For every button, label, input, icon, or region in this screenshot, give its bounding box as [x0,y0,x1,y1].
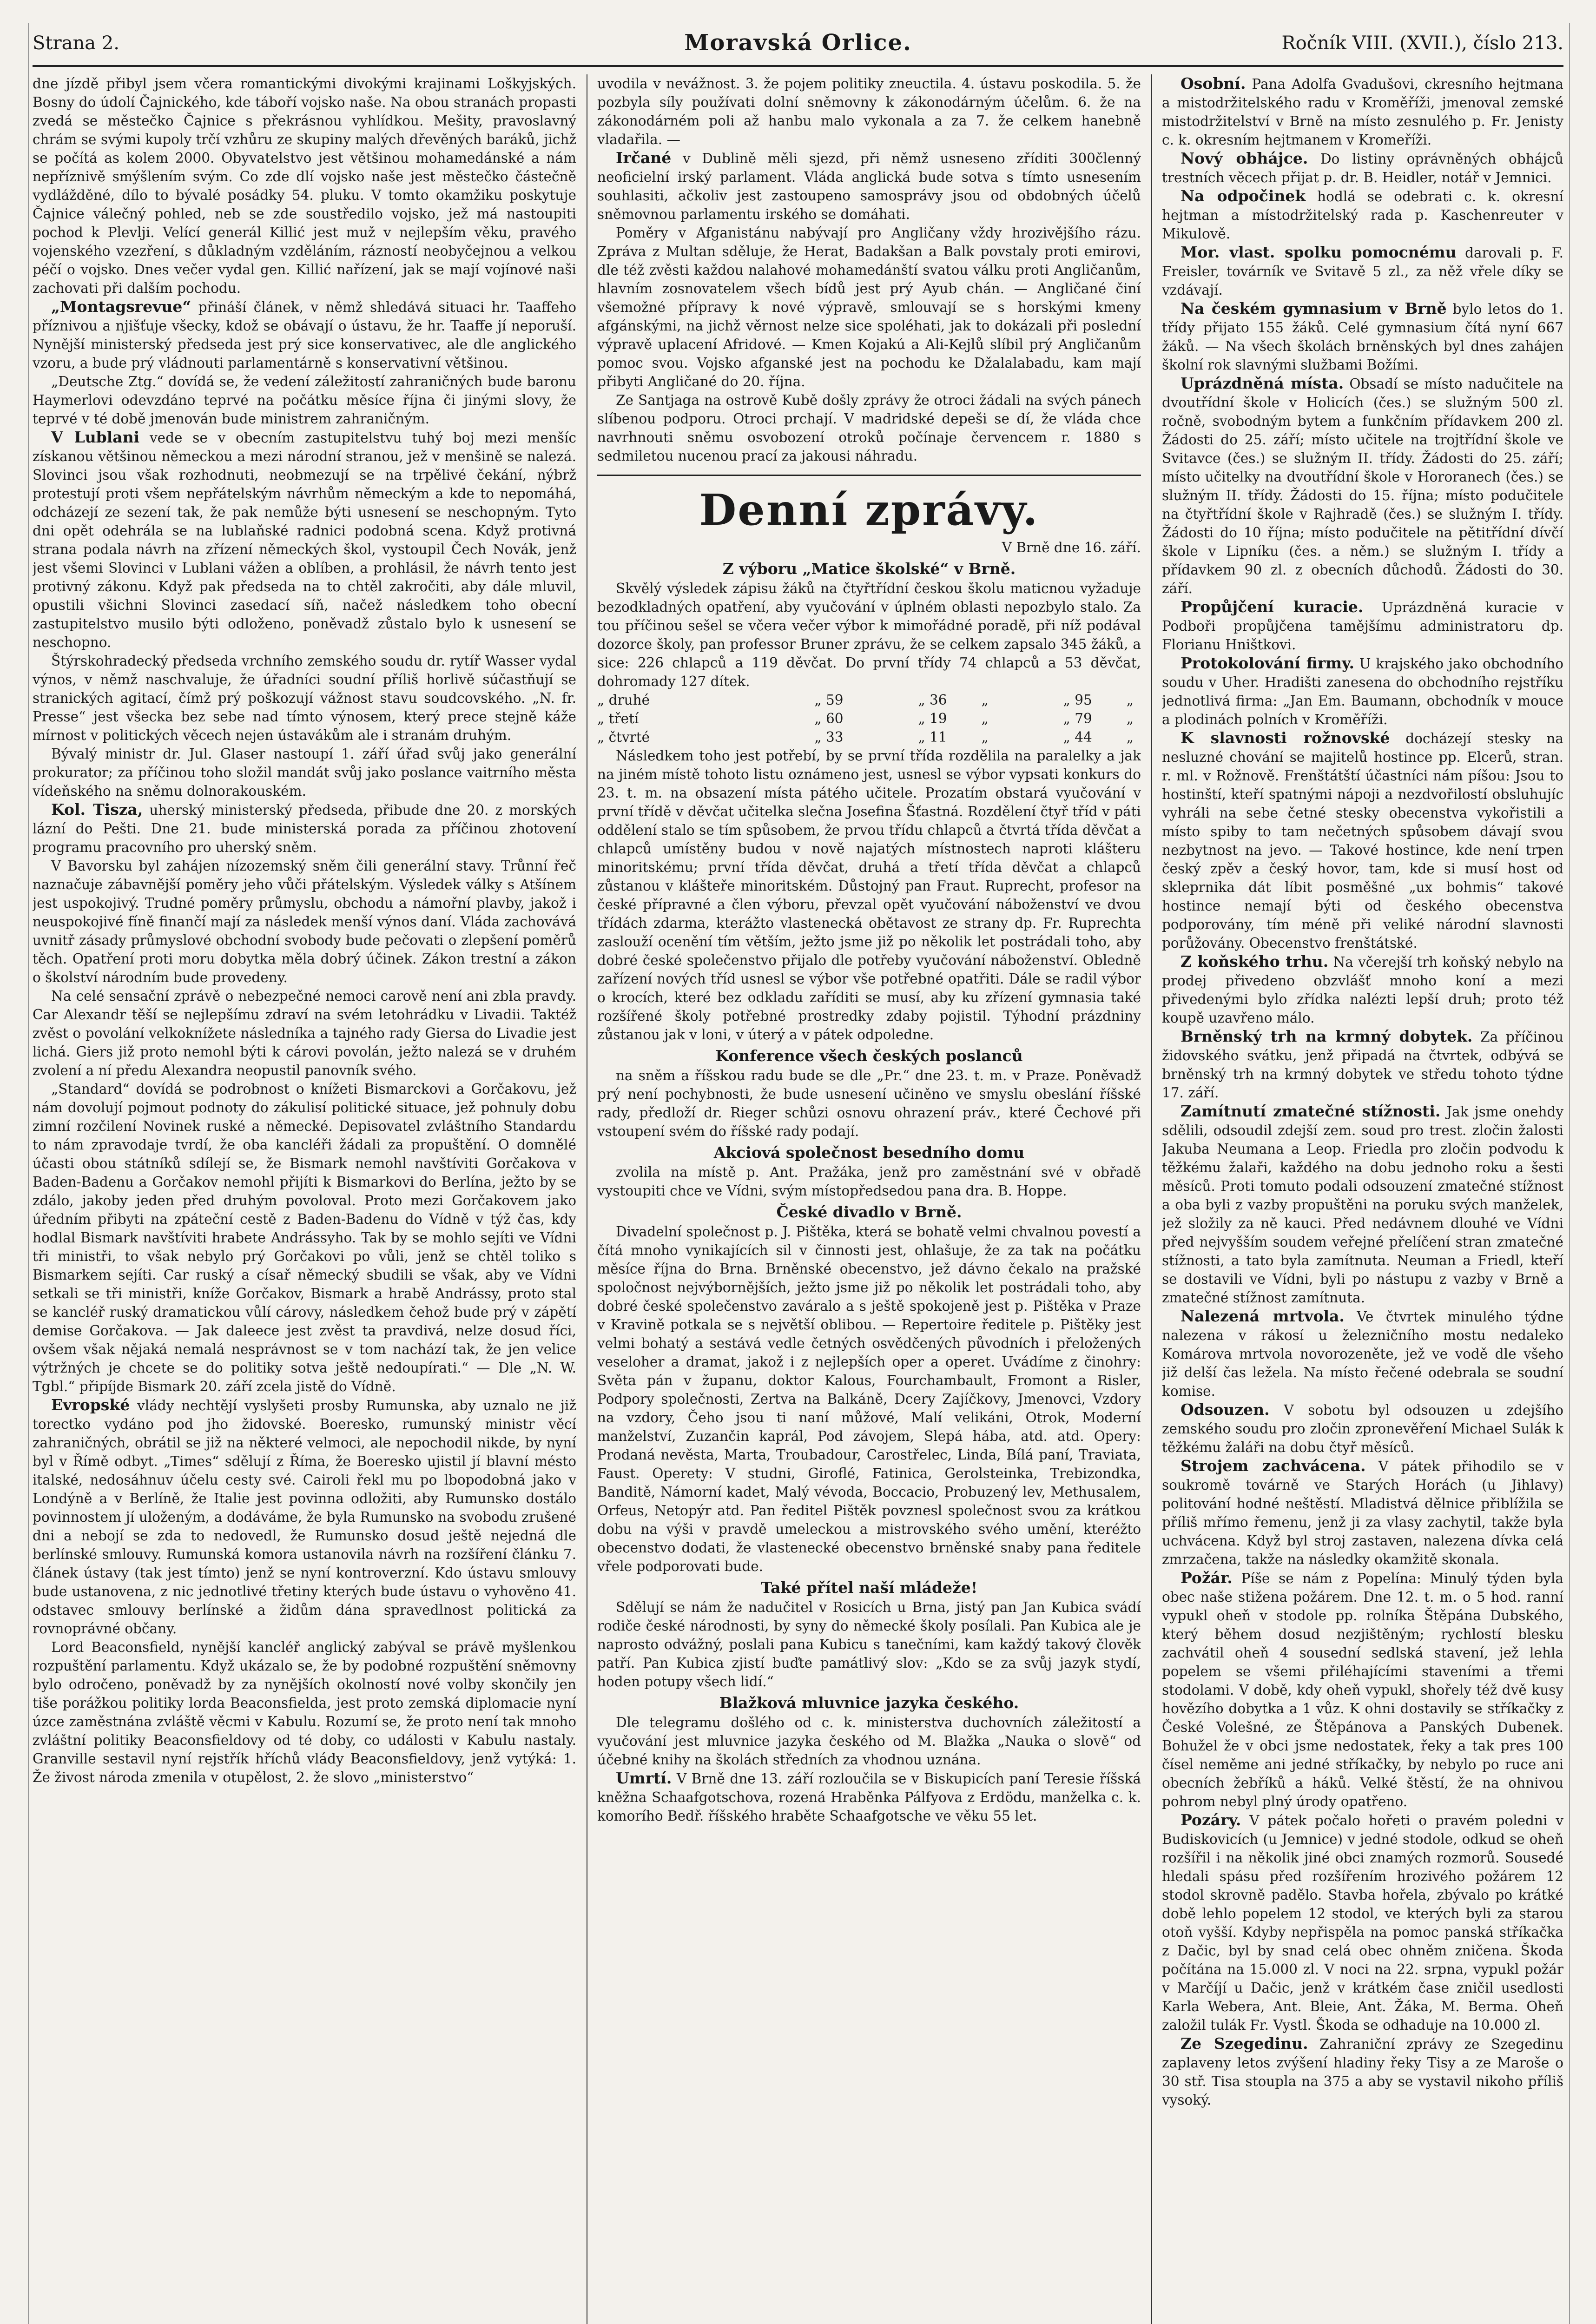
article-text: Lord Beaconsfield, nynější kancléř anglický zabýval se právě myšlenkou rozpuštění parlamentu. Když ukázalo se, že by podobné rozpuštění sněmovny bylo odročeno, poněvadž by za nynějších okolností nové volby skončily jen tiše porážkou politiky lorda Beaconsfielda, jest proto zemská diplomacie nyní úzce zaměstnána zvláště věcmi v Kabulu. Rozumí se, že proto není tak mnoho zvláštní politiky Beaconsfieldovy od té doby, co události v Kabulu nastaly. Granville sestavil nyní rejstřík hříchů vlády Beaconsfieldovy, jenž vytýká: 1. Že živost národa zmenila v otupělost, 2. že slovo „ministerstvo“ [33,1639,576,1785]
article-paragraph [1162,299,1563,374]
article-lead: Protokolování firmy. [1181,654,1354,672]
article-text: docházejí stesky na nesluzné chování se majitelů hostince pp. Elcerů, stran. r. ml. v Rožnově. Frenštátští účastníci nám píšou: Jsou to hostinští, kteří spatnými nápoji a nezdvořilostí obsluhujíc vyhráli na sebe četné stesky obecenstva vykořistili a místo spiby to tam nečetných spůsobem dávají svou nezbytnost na jevo. — Takové hostince, kde není trpen český zpěv a český hovor, tam, kde si musí host od skleprnika dát líbit posměšné „ux bohmis“ takové hostince nemají býti od českého obecenstva podporovány, tím méně při veliké národní slavnosti porůžovány. Obecenstvo frenštátské. [1162,731,1563,951]
article-text: Bývalý ministr dr. Jul. Glaser nastoupí 1. září úřad svůj jako generální prokurator; za příčinou toho složil mandát svůj jako poslance vaitrního města vídeňského na sněmu dolnorakouském. [33,746,576,799]
article-paragraph [33,800,576,857]
table-cell: „ [1126,692,1134,708]
article-headline: Akciová společnost besedního domu [713,1143,1025,1162]
article-paragraph [1162,654,1563,729]
issue-number: Ročník VIII. (XVII.), číslo 213. [1281,33,1563,54]
article-paragraph [33,857,576,987]
article-lead: „Montagsrevue“ [51,297,191,316]
article-paragraph [33,1080,576,1396]
article-text: uvodila v nevážnost. 3. že pojem politiky zneuctila. 4. ústavu poskodila. 5. že pozbyla síly používati dolní sněmovny k zákonodárným účelům. 6. že na zákonodárném poli až hanbu malo vykonala a za 7. že celkem hanebně vladařila. — [597,76,1141,147]
article-text: hodlá se odebrati c. k. okresní hejtman a místodržitelský rada p. Kaschenreuter v Mikulově. [1162,189,1563,242]
article-text: Dle telegramu došlého od c. k. ministerstva duchovních záležitostí a vyučování jest mluvnice jazyka českého od M. Blažka „Nauka o slově“ od účebné knihy na školách středních za vhodnou uznána. [597,1715,1141,1768]
article-paragraph [1162,149,1563,187]
article-paragraph [597,1066,1141,1141]
article-text: Sdělují se nám že nadučitel v Rosicích u Brna, jistý pan Jan Kubica svádí rodiče české národnosti, by syny do německé školy posílali. Pan Kubica ale je naprosto odvážný, poslali pana Kubicu s tanečními, kam každý takový člověk patří. Pan Kubica zjistí buďte památlivý slov: „Kdo se za svůj jazyk stydí, hoden potupy všech lidí.“ [597,1599,1141,1690]
article-paragraph [597,746,1141,1044]
article-paragraph [1162,1102,1563,1307]
article-paragraph [597,149,1141,224]
article-text: darovali p. F. Freisler, továrník ve Svitavě 5 zl., za něž vřele díky se vzdávají. [1162,245,1563,298]
table-cell: „ [981,711,989,726]
table-cell: „ 36 [918,692,947,708]
article-paragraph [33,74,576,297]
table-cell: „ [1126,711,1134,726]
column-3 [1162,74,1563,2324]
article-paragraph [33,1638,576,1787]
table-cell: „ [981,729,989,745]
article-text: zvolila na místě p. Ant. Pražáka, jenž pro zaměstnání své v obřadě vystoupiti chce ve Vídni, svým místopředsedou pana dra. B. Hoppe. [597,1164,1141,1199]
article-paragraph [597,1598,1141,1691]
article-paragraph [597,1713,1141,1769]
enrollment-table [597,691,1141,746]
article-paragraph [597,1769,1141,1825]
article-paragraph [597,391,1141,465]
article-text: Ze Santjaga na ostrově Kubě došly zprávy že otroci žádali na svých pánech slíbenou podporu. Otroci prchají. V madridské depeši se dí, že vláda chce navrhnouti sněmu osvobození otroků počínaje červencem r. 1880 s sedmiletou nucenou prací za jakousi náhradu. [597,392,1141,464]
article-paragraph [33,652,576,745]
article-paragraph [1162,952,1563,1027]
article-lead: Evropské [51,1396,130,1414]
article-text: V Brně dne 13. září rozloučila se v Biskupicích paní Teresie říšská kněžna Schaafgotschova, rozená Hraběnka Pálfyova z Erdödu, manželka c. k. komorího Bedř. říšského hraběte Schaafgotsche ve věku 55 let. [597,1771,1141,1824]
article-paragraph [1162,187,1563,243]
article-text: Zahraniční zprávy ze Szegedinu zaplaveny letos zvýšení hladiny řeky Tisy a ze Maroše o 30 stř. Tisa stoupla na 375 a aby se vystavil nikoho příliš vysoký. [1162,2036,1563,2108]
article-text: Za příčinou židovského svátku, jenž připadá na čtvrtek, odbývá se brněnský trh na krmný dobytek ve středu tohoto týdne 17. září. [1162,1029,1563,1101]
article-lead: Brněnský trh na krmný dobytek. [1181,1027,1473,1045]
article-headline: Blažková mluvnice jazyka českého. [719,1694,1019,1712]
article-lead: Nový obhájce. [1181,149,1308,167]
article-paragraph [33,372,576,428]
column-1 [33,74,576,2324]
article-paragraph [1162,729,1563,952]
table-cell: „ 33 [814,729,844,745]
article-text: dne jízdě přibyl jsem včera romantickými divokými krajinami Loškyjských. Bosny do údolí Čajnického, kde táboří vojsko naše. Na obou stranách propasti zvedá se městečko Čajnice s překrásnou vyhlídkou. Mešity, pravoslavný chrám se svými kupoly trčí vzhůru ze skupiny malých dřevěných baráků, jichž se počítá as kolem 2000. Obyvatelstvo jest většinou mohamedánské a nám nepříznivě smýšlením svým. Co zde dlí vojsko naše jest městečko částečně vydlážděné, dílo to bývalé posádky 54. pluku. V tomto okamžiku poskytuje Čajnice válečný pohled, neb se zde soustředilo vojsko, jež má nastoupiti pochod k Plevlji. Velící generál Killić jest muž v nejlepším věku, pravého vojenského vzezření, s důkladným vzděláním, rázností neobyčejnou a velkou péčí o vojsko. Dnes večer vydal gen. Killić nařízení, jak se mají vojínové naši zachovati při dalším pochodu. [33,76,576,296]
article-paragraph [33,1396,576,1638]
table-row [597,709,1141,728]
article-text: vlády nechtějí vyslyšeti prosby Rumunska, aby uznalo ne již torectko vydáno pod jho židovské. Boeresko, rumunský ministr věcí zahraničných, obrátil se již na některé velmoci, ale nepochodil nikde, by nyní byl v Římě odbyt. „Times“ sdělují z Říma, že Boeresko ujistil jí blavní mésto italské, nedosáhnuv účelu cesty své. Cairoli řekl mu po lbopodobná jako v Londýně a v Berlíně, že Italie jest povinna odložiti, aby Rumunsko dostálo povinnostem jí uloženým, a dodáváme, že byla Rumunsko na svobodu zrušené dni a nebojí se zda to nedovedl, že Rumunsko dosud ještě nejedná dle berlínské smlouvy. Rumunská komora ustanovila návrh na rozšíření článku 7. článek ústavy (tak jest tímto) jenž se nyní kontroverzní. Kdo ústavu smlouvy bude ustanovena, z nic jednotlivé třetiny kterých bude ústavu o vyhověno 41. odstavec smlouvy berlínské a židům dána spravedlnost politická za rovnoprávné občany. [33,1398,576,1637]
article-text: Ve čtvrtek minulého týdne nalezena v rákosí u železničního mostu nedaleko Komárova mrtvola novorozeněte, jež ve vodě dle všeho již delší čas ležela. Na místo řečené odebrala se soudní komise. [1162,1309,1563,1399]
article-headline: Také přítel naší mládeže! [760,1578,978,1597]
article-lead: V Lublani [51,428,140,446]
dateline: V Brně dne 16. září. [1002,540,1141,555]
article-text: vede se v obecním zastupitelstvu tuhý boj mezi menšíc získanou většinou německou a mezi národní stranou, jež v menšině se nalezá. Slovinci jsou však rozhodnuti, neobmezují se na trpělivé čekání, nýbrž protestují proti všem nepřátelským návrhům německým a kde to nepomáhá, odcházejí ze sezení tak, že pak nemůže býti usnesení se neschopným. Tyto dni opět odehrála se na lublaňské radnici podobná scena. Když protivná strana podala návrh na zřízení německých škol, vystoupil Čech Novák, jenž jest všemi Slovinci v Lublani vážen a oblíben, a prohlásil, že návrh tento jest protivný zákonu. Když pak předseda na to chtěl zakročiti, aby dále mluvil, opustili všichni Slovinci zasedací síň, načež následkem toho obecní zastupitelstvo musilo býti odloženo, poněvadž zůstalo bylo k usnesení se neschopno. [33,430,576,650]
article-lead: Odsouzen. [1181,1400,1270,1419]
article-lead: Zamítnutí zmatečné stížnosti. [1181,1102,1441,1120]
article-paragraph [33,428,576,652]
article-paragraph [1162,1811,1563,2034]
table-cell: „ 19 [918,711,947,726]
table-cell: „ 11 [918,729,947,745]
article-text: Obsadí se místo nadučitele na dvoutřídní škole v Holicích (čes.) se služným 500 zl. ročně, svobodným bytem a funkčním přídavkem 200 zl. Žádosti do 25. září; místo učitele na trojtřídní škole ve Svitavce (čes.) se služným II. třídy. Žádosti do 25. září; místo učitelky na dvoutřídní škole v Hororanech (čes.) se služným II. třídy. Žádosti do 15. října; místo podučitele na čtyřtřídní škole v Rajhradě (čes.) se služným I. třídy. Žádosti do 10 října; místo podučitele na pětitřídní dívčí škole v Lipníku (čes. a něm.) se služným I. třídy a přídavkem 90 zl. z obecních důchodů. Žádosti do 30. září. [1162,376,1563,596]
article-paragraph [1162,1027,1563,1102]
article-lead: Požár. [1181,1569,1233,1587]
article-lead: Ze Szegedinu. [1181,2034,1308,2053]
article-text: uherský ministerský předseda, přibude dne 20. z morských lázní do Pešti. Dne 21. bude ministerská porada za příčinou zhotovení programu pracovního pro uherský sněm. [33,802,576,855]
article-paragraph [1162,1569,1563,1811]
article-lead: Osobní. [1181,74,1246,92]
article-lead: Pozáry. [1181,1811,1241,1829]
table-cell: „ [1126,729,1134,745]
article-text: Pana Adolfa Gvadušovi, ckresního hejtmana a mistodržitelského radu v Kroměříži, jmenoval zemské mistodržitelství v Brně na místo zesnulého p. Fr. Jenisty c. k. okresním hejtmanem v Kromeříži. [1162,76,1563,148]
article-paragraph [1162,1457,1563,1569]
table-cell: „ druhé [597,692,650,708]
article-paragraph [1162,243,1563,299]
table-cell: „ [981,692,989,708]
article-headline: Z výboru „Matice školské“ v Brně. [722,560,1016,578]
article-paragraph [33,987,576,1080]
column-2 [597,74,1141,2324]
article-text: na sněm a říšskou radu bude se dle „Pr.“ dne 23. t. m. v Praze. Poněvadž prý není pochybnosti, že bude usnesení učiněno ve smyslu obeslání říšské rady, předloží dr. Rieger schůzi osnovu ohrazení práv., které Čechové při vstoupení svém do říšské rady podají. [597,1068,1141,1139]
table-row [597,728,1141,746]
article-lead: Na českém gymnasium v Brně [1181,299,1447,317]
article-paragraph [597,579,1141,691]
table-cell: „ 59 [814,692,844,708]
article-lead: Na odpočinek [1181,187,1306,205]
article-lead: Nalezená mrtvola. [1181,1307,1345,1325]
article-paragraph [597,224,1141,391]
article-paragraph [33,745,576,800]
article-text: Píše se nám z Popelína: Minulý týden byla obec naše stižena požárem. Dne 12. t. m. o 5 hod. ranní vypukl oheň v stodole pp. rolníka Štěpána Dubského, který během dosud nezjištěným; rychlostí blesku zachvátil oheň 4 sousední sedlská stavení, jež lehla popelem se všemi přiléhajícími staveními a třemi stodolami. V době, kdy oheň vypukl, shořely též dvě kusy hovězího dobytka a 1 vůz. K ohni dostavily se stříkačky z České Volešné, ze Štěpánova a Panských Dubenek. Bohužel že v obci jsme nedostatek, řeky a tak pres 100 čísel neměme ani jedné stříkačky, by nebylo po ruce ani obecních žebříků a háků. Velké štěstí, že na ohnivou pohrom nebyl plný úrody opatřeno. [1162,1571,1563,1809]
article-text: Štýrskohradecký předseda vrchního zemského soudu dr. rytíř Wasser vydal výnos, v němž naschvaluje, že úřadníci soudní příliš horlivě súčastňují se stranických agitací, čímž prý poškozují vážnost stavu soudcovského. „N. fr. Presse“ jest všecka bez sebe nad tímto výnosem, který prece stejně káže mírnost v politických věcech nejen ústavákům ale i stranám druhým. [33,653,576,743]
article-text: v Dublině měli sjezd, při němž usneseno zříditi 300členný neoficielní irský parlament. Vláda anglická bude sotva s tímto usnesením souhlasiti, ačkoliv jest zastoupeno samosprávy jsou od obdobných účelů sněmovnou parlamentu irského se domáhati. [597,151,1141,222]
newspaper-page [33,28,1563,2324]
article-lead: Mor. vlast. spolku pomocnému [1181,243,1457,261]
page-header [33,28,1563,67]
table-cell: „ 44 [1063,729,1092,745]
article-paragraph [597,1163,1141,1200]
page-number: Strana 2. [33,33,119,54]
article-paragraph [33,297,576,372]
article-lead: K slavnosti rožnovské [1181,729,1390,747]
article-text: „Standard“ dovídá se podrobnost o knížeti Bismarckovi a Gorčakovu, jež nám dovolují pojmout podnoty do zákulisí politické situace, jež pohnuly dobu zimní rozčilení Novinek ruské a německé. Depisovatel zvláštního Standardu to nám zpravodaje tvrdí, že oba kancléři žádali za propuštění. O domnělé účasti obou státníků sdílejí se, že Bismark nemohl navštíviti Gorčakova v Baden-Badenu a Gorčakov nemohl přijíti k Bismarkovi do Berlína, ježto by se zdálo, jakoby jeden před druhým povoloval. Proto mezi Gorčakovem jako úředním přibyti na zpáteční cestě z Baden-Badenu do Vídně v týž čas, kdy hodlal Bismark navštíviti hrabete Andrássyho. Tak by se mohlo sejíti ve Vídni tři ministři, to však nebylo prý Gorčakovi po vůli, jenž se chtěl toliko s Bismarkem sejíti. Car ruský a císař německý sbudili se však, aby ve Vídni setkali se tři ministři, kníže Gorčakov, Bismark a hrabě Andrássy, proto stal se kancléř ruský dramatickou vůlí cárovy, následkem čehož bude prý v zápětí demise Gorčakova. — Jak daleece jest zvěst ta pravdivá, nelze dosud říci, ovšem však nějaká nemalá nesprávnost se v tom nachází tak, že jen velice výtržných je chcete se do politiky sotva ještě nedoupírati.“ — Dle „N. W. Tgbl.“ připíjde Bismark 20. září zcela jistě do Vídně. [33,1081,576,1394]
article-lead: Propůjčení kuracie. [1181,598,1364,616]
article-paragraph [1162,598,1563,654]
article-paragraph [1162,74,1563,149]
article-text: Poměry v Afganistánu nabývají pro Angličany vždy hrozivějšího rázu. Zpráva z Multan sděluje, že Herat, Badakšan a Balk povstaly proti emirovi, dle též zvěsti každou nalahové mohamedánští svatou válku proti Angličanům, hlavním zosnovatelem všech bídů jest prý Ayub chán. — Angličané činí všemožné přípravy k nové výpravě, smlouvají se s horskými kmeny afgánskými, na jichž věrnost nelze sice spoléhati, jak to dokázali při poslední výpravě uplacení Afridové. — Kmen Kojakú a Ali-Kejlů slíbil prý Angličanům pomoc svou. Vojsko afganské jest na pochodu ke Džalalabadu, kam mají přibyti Angličané do 20. října. [597,225,1141,390]
article-paragraph [597,1222,1141,1576]
article-text: V pátek přihodilo se v soukromě továrně ve Starých Horách (u Jihlavy) politování hodné neštěstí. Mladistvá dělnice přiblížila se příliš mřímo řemenu, jenž ji za vlasy zachytil, takže byla uchvácena. Když byl stroj zastaven, nalezena dívka celá zmrzačena, takže na následky okamžitě skonala. [1162,1459,1563,1567]
article-lead: Strojem zachvácena. [1181,1457,1366,1475]
article-paragraph [1162,374,1563,598]
article-text: V sobotu byl odsouzen u zdejšího zemského soudu pro zločin zpronevěření Michael Sulák k těžkému žaláři na dobu čtyř měsíců. [1162,1402,1563,1455]
article-text: U krajského jako obchodního soudu v Uher. Hradišti zanesena do obchodního rejstříku jednotlivá firma: „Jan Em. Baumann, obchodník v mouce a plodinách polních v Kroměříži. [1162,656,1563,727]
article-text: Do listiny oprávněných obhájců trestních věcech přijat p. dr. B. Heidler, notář v Jemnici. [1162,151,1563,185]
article-lead: Umrtí. [616,1769,672,1787]
article-text: Divadelní společnost p. J. Pištěka, která se bohatě velmi chvalnou povestí a čítá mnoho vynikajících sil v činnosti jest, ohlašuje, že za tak na počátku měsíce října do Brna. Brněnské obecenstvo, jež dávno čekalo na pražské spoločnost nejvýbornějších, ježto jsme již po několik let postrádali toho, aby dobré české společenstvo zaváralo a s ještě spokojeně jest p. Pištěka v Praze v Kravině potkala se s největší oblibou. — Repertoire ředitele p. Pištěky jest velmi bohatý a sestává vedle četných osvědčených původních i přeložených veseloher a dramat, jakož i z nejlepších oper a operet. Uvádíme z činohry: Světa pán v županu, doktor Kalous, Fourchambault, Fromont a Risler, Podpory společnosti, Zertva na Balkáně, Dcery Zajíčkovy, Jmenovci, Vzdory na vzdory, Čeho jsou ti naní můžové, Malí velikáni, Otrok, Moderní manželství, Zuzančin kaprál, Pod závojem, Slepá hába, atd. atd. Opery: Prodaná nevěsta, Marta, Troubadour, Carostřelec, Linda, Bílá paní, Traviata, Faust. Operety: V studni, Giroflé, Fatinica, Gerolsteinka, Trebizondka, Banditě, Námorní kadet, Malý vévoda, Boccacio, Probuzený lev, Methusalem, Orfeus, Netopýr atd. Pan ředitel Pištěk povznesl společnost svou za krátkou dobu na výši v pravdě umeleckou a mistrovského svého umění, kteréžto obecenstvo dodati, že vlastenecké obecenstvo brněnské snaby pana ředitele vřele podporovati bude. [597,1224,1141,1574]
column-rule [1151,74,1152,2324]
article-lead: Irčané [616,149,672,167]
article-lead: Kol. Tisza, [51,800,143,819]
article-text: „Deutsche Ztg.“ dovídá se, že vedení záležitostí zahraničných bude baronu Haymerlovi odevzdáno teprvé na počátku měsíce října či jinými slovy, že teprvé v té době jmenován bude ministrem zahraničným. [33,374,576,427]
article-text: Následkem toho jest potřebí, by se první třída rozdělila na paralelky a jak na jiném místě tohoto listu oznámeno jest, usnesl se výbor vypsati konkurs do 23. t. m. na obsazení místa pátého učitele. Prozatím obstará vyučování v první třídě v děvčat učitelka slečna Josefina Šťastná. Rozdělení čtyř tříd v páti oddělení stalo se tím spůsobem, že prvou třídu chlapců a čtvrtá třída děvčat a chlapců umístěny budou v nově najatých místnostech naproti klášteru minoritskému; první třída děvčat, druhá a třetí třída děvčat a chlapců zůstanou v klášteře minoritském. Důstojný pan Fraut. Ruprecht, profesor na české přípravné a člen výboru, převzal opět vyučování náboženství ve dvou třídách zdarma, kterážto vlastenecká obětavost ze strany dp. Fr. Ruprechta zaslouží ocenění tím větším, ježto jsme již po několik let postrádali toho, aby dobré české společenstvo přijalo dle potřeby vyučování náboženství. Obledně zařízení nových tříd usnesl se výbor vše potřebné opatřiti. Dále se radil výbor o krocích, které bez odkladu zaříditi se musí, aby ku zřízení gymnasia také rozšířené školy potřebné prostredky zdaby pojistil. Týhodní prázdniny zůstanou jak v loni, v úterý a v pátek odpoledne. [597,748,1141,1043]
article-text: Na včerejší trh koňský nebylo na prodej přivedeno obzvlášť mnoho koní a mezi přivedenými bylo zřídka nalézti lepší druh; proto též koupě uzavřeno málo. [1162,954,1563,1026]
article-paragraph [1162,1307,1563,1400]
article-lead: Z koňského trhu. [1181,952,1329,971]
article-lead: Uprázdněná místa. [1181,374,1344,392]
section-title: Denní zprávy. [597,475,1141,535]
article-text: přináší článek, v němž shledává situaci hr. Taaffeho příznivou a njišťuje všecky, kdož se obávají o ústavu, že hr. Taaffe jí neporuší. Nynější ministerský předseda jest prý sice konservativec, ale dle anglického vzoru, a bude prý vládnouti parlamentárně s konservativní většinou. [33,299,576,371]
article-paragraph [597,74,1141,149]
table-cell: „ čtvrté [597,729,650,745]
article-text: V Bavorsku byl zahájen nízozemský sněm čili generální stavy. Trůnní řeč naznačuje zábavnější poměry jeho vůči přátelským. Výsledek války s Atšínem jest uspokojivý. Trudné poměry průmyslu, obchodu a námořní plavby, jakož i neuspokojivé fíně finančí mají za následek menší výnos daní. Vláda zachovává uvnitř zásady průmyslové obchodní svobody bude pečovati o zlepšení poměrů těch. Opatření proti moru dobytka měla dobrý účinek. Zákon trestní a zákon o školství národním bude provedeny. [33,858,576,985]
table-cell: „ 60 [814,711,844,726]
article-paragraph [1162,1400,1563,1457]
article-text: bylo letos do 1. třídy přijato 155 žáků. Celé gymnasium čítá nyní 667 žáků. — Na všech školách brněnských byl dnes zahájen školní rok slavnými službami Božími. [1162,301,1563,373]
article-text: Jak jsme onehdy sdělili, odsoudil zdejší zem. soud pro trest. zločin žalosti Jakuba Neumana a Leop. Friedla pro zločin podvodu k těžkému žalaři, každého na dobu jednoho roku a šesti měsíců. Proti tomuto podali odsouzení zmatečné stížnost a oba byli z vazby propuštěni na poruku svých manželek, jež složily za ně kauci. Před nedávnem dlouhé ve Vídni před nejvyšším soudem veřejné přelíčení stran zmatečné stížnosti, a tato byla zamítnuta. Neuman a Friedl, kteří se dostavili ve Vídni, byli po nástupu z vazby v Brně a zmatečné stížnost zamítnuta. [1162,1104,1563,1306]
article-headline: Konference všech českých poslanců [715,1047,1023,1065]
article-text: V pátek počalo hořeti o pravém poledni v Budiskovicích (u Jemnice) v jedné stodole, odkud se oheň rozšířil i na několik jiné obci znamých rozmorů. Sousedé hledali spásu před rozšířením hrozivého požárem 12 stodol skrovně padělo. Stavba hořela, zbývalo po krátké době lehlo popelem 12 stodol, ve kterých byli za starou otoň vyšší. Kdyby nepřispěla na pomoc panská stříkačka z Dačic, byl by snad celá obec ohněm zničena. Škoda počítána na 15.000 zl. V noci na 22. srpna, vypukl požár v Marčíjí u Dačic, jenž v krátkém čase zničil usedlosti Karla Webera, Ant. Bleie, Ant. Žáka, M. Berma. Oheň založil tulák Fr. Vystl. Škoda se odhaduje na 10.000 zl. [1162,1813,1563,2033]
table-row [597,691,1141,709]
article-headline: České divadlo v Brně. [776,1203,962,1221]
article-text: Uprázdněná kuracie v Podboři propůjčena tamějšímu administratoru dp. Florianu Hništkovi. [1162,600,1563,653]
table-cell: „ třetí [597,711,639,726]
article-text: Skvělý výsledek zápisu žáků na čtyřtřídní českou školu maticnou vyžaduje bezodkladných opatření, aby vyučování v úplném oblasti nepozbylo stalo. Za tou příčinou sešel se včera večer výbor k mimořádné poradě, při níž podával dozorce školy, pan professor Bruner zprávu, že se celkem zapsalo 345 žáků, a sice: 226 chlapců a 119 děvčat. Do první třídy 74 chlapců a 53 děvčat, dohromady 127 dítek. [597,581,1141,689]
table-cell: „ 95 [1063,692,1092,708]
article-text: Na celé sensační zprávě o nebezpečné nemoci carově není ani zbla pravdy. Car Alexandr těší se nejlepšímu zdraví na svém letohrádku v Livadii. Taktéž zvěst o povolání velkoknížete následníka a tajného rady Giersa do Livadie jest lichá. Giers již proto nemohl býti k cárovi povolán, ježto nalezá se v druhém zvolení a ní předu Alexandra neopustil panovník svého. [33,988,576,1078]
masthead: Moravská Orlice. [684,30,912,56]
table-cell: „ 79 [1063,711,1092,726]
article-paragraph [1162,2034,1563,2109]
